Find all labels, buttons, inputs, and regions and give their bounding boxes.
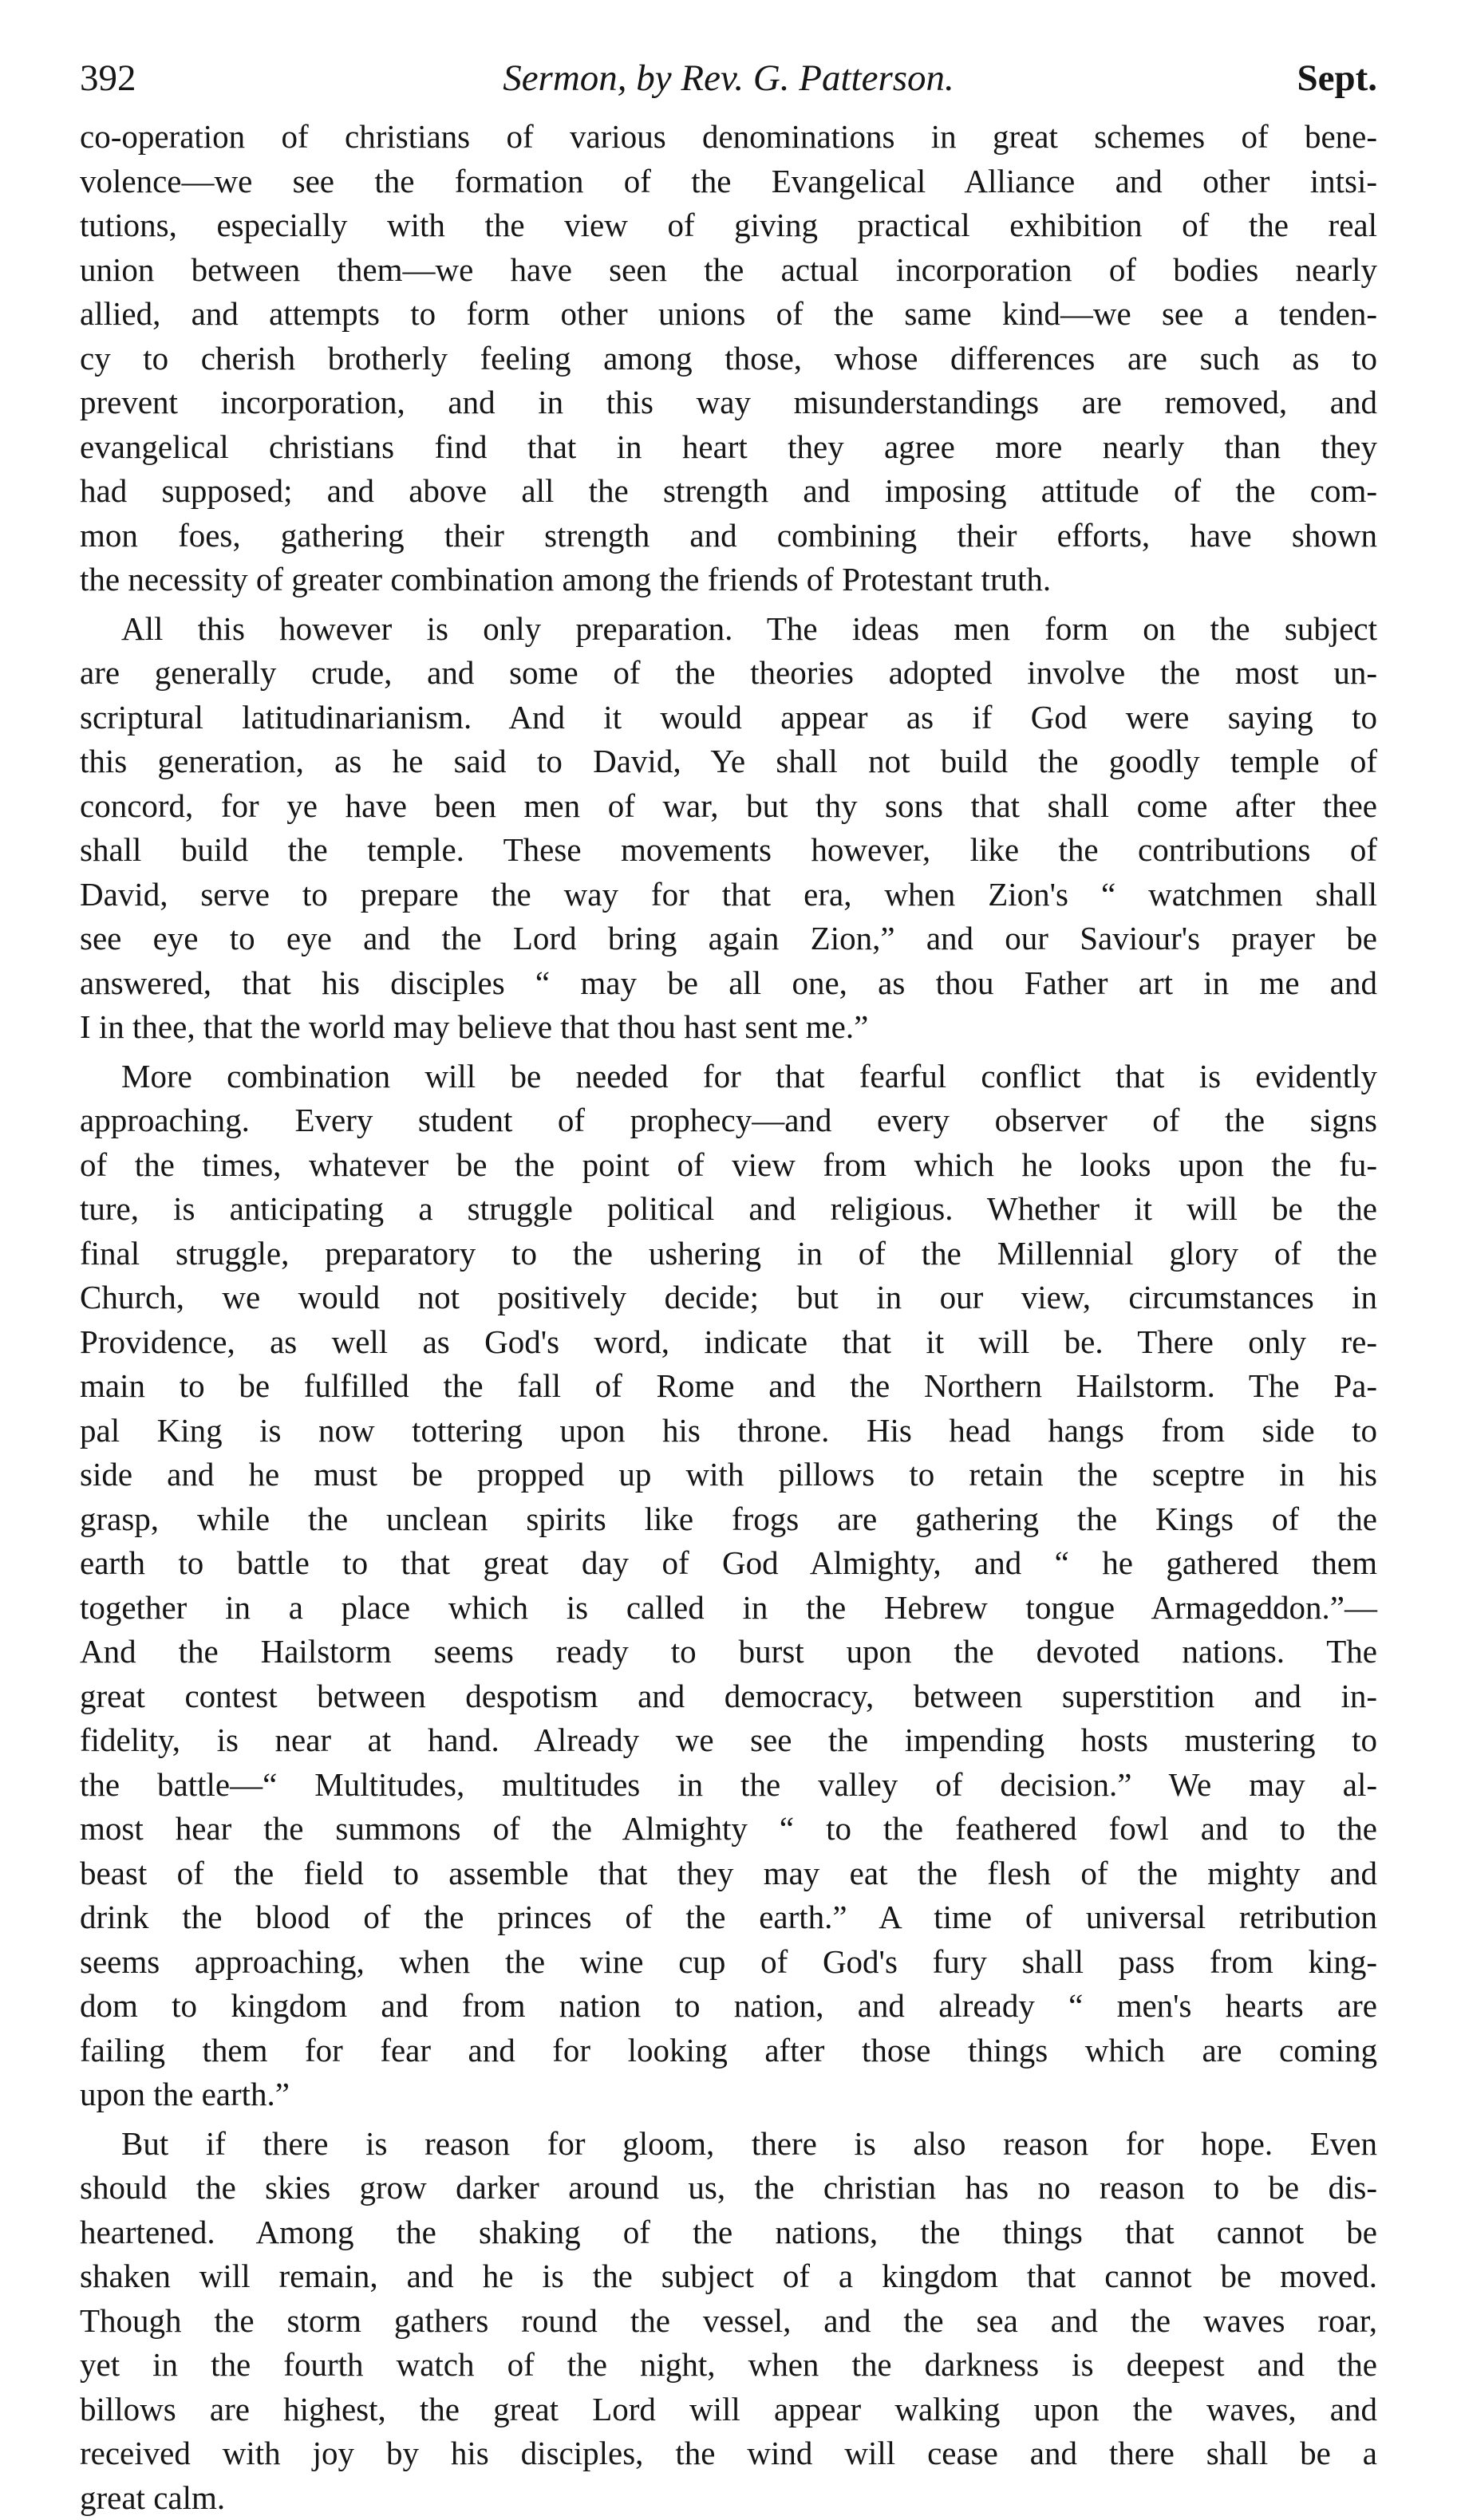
body-text: [80, 115, 1377, 2520]
text-line: great contest between despotism and democracy, between superstition and in-: [80, 1674, 1377, 1719]
text-line: volence—we see the formation of the Evangelical Alliance and other intsi-: [80, 160, 1377, 204]
paragraph: [80, 2122, 1377, 2520]
text-line: side and he must be propped up with pillows to retain the sceptre in his: [80, 1453, 1377, 1497]
text-line: most hear the summons of the Almighty “ to the feathered fowl and to the: [80, 1807, 1377, 1852]
text-line: seems approaching, when the wine cup of God's fury shall pass from king-: [80, 1940, 1377, 1985]
text-line: upon the earth.”: [80, 2072, 1377, 2117]
text-line: prevent incorporation, and in this way misunderstandings are removed, and: [80, 381, 1377, 425]
text-line: shall build the temple. These movements however, like the contributions of: [80, 828, 1377, 873]
text-line: the battle—“ Multitudes, multitudes in the valley of decision.” We may al-: [80, 1763, 1377, 1808]
running-head: [80, 46, 1377, 110]
text-line: fidelity, is near at hand. Already we see the impending hosts mustering to: [80, 1718, 1377, 1763]
text-line: answered, that his disciples “ may be all one, as thou Father art in me and: [80, 961, 1377, 1006]
text-line: co-operation of christians of various denominations in great schemes of bene-: [80, 115, 1377, 160]
text-line: grasp, while the unclean spirits like frogs are gathering the Kings of the: [80, 1497, 1377, 1542]
text-line: together in a place which is called in the Hebrew tongue Armageddon.”—: [80, 1586, 1377, 1631]
text-line: final struggle, preparatory to the ushering in of the Millennial glory of the: [80, 1232, 1377, 1276]
text-line: great calm.: [80, 2476, 1377, 2520]
text-line: mon foes, gathering their strength and combining their efforts, have shown: [80, 514, 1377, 558]
text-line: failing them for fear and for looking after those things which are coming: [80, 2029, 1377, 2073]
text-line: cy to cherish brotherly feeling among those, whose differences are such as to: [80, 337, 1377, 381]
text-line: main to be fulfilled the fall of Rome and the Northern Hailstorm. The Pa-: [80, 1364, 1377, 1409]
paragraph: [80, 607, 1377, 1050]
text-line: tutions, especially with the view of giving practical exhibition of the real: [80, 203, 1377, 248]
running-month: Sept.: [1297, 46, 1377, 110]
text-line: yet in the fourth watch of the night, when the darkness is deepest and the: [80, 2343, 1377, 2388]
page-number: 392: [80, 46, 136, 110]
text-line: billows are highest, the great Lord will appear walking upon the waves, and: [80, 2388, 1377, 2432]
text-line: drink the blood of the princes of the earth.” A time of universal retribution: [80, 1895, 1377, 1940]
paragraph: [80, 115, 1377, 602]
text-line: union between them—we have seen the actual incorporation of bodies nearly: [80, 248, 1377, 293]
text-line: evangelical christians find that in heart they agree more nearly than they: [80, 425, 1377, 470]
paragraph: [80, 1055, 1377, 2117]
text-line: More combination will be needed for that fearful conflict that is evidently: [80, 1055, 1377, 1099]
text-line: David, serve to prepare the way for that era, when Zion's “ watchmen shall: [80, 873, 1377, 917]
text-line: Though the storm gathers round the vessel, and the sea and the waves roar,: [80, 2299, 1377, 2344]
text-line: dom to kingdom and from nation to nation, and already “ men's hearts are: [80, 1984, 1377, 2029]
text-line: Church, we would not positively decide; but in our view, circumstances in: [80, 1276, 1377, 1320]
text-line: pal King is now tottering upon his throne. His head hangs from side to: [80, 1409, 1377, 1453]
text-line: allied, and attempts to form other unions of the same kind—we see a tenden-: [80, 292, 1377, 337]
text-line: of the times, whatever be the point of view from which he looks upon the fu-: [80, 1143, 1377, 1188]
text-line: earth to battle to that great day of God Almighty, and “ he gathered them: [80, 1541, 1377, 1586]
text-line: heartened. Among the shaking of the nations, the things that cannot be: [80, 2210, 1377, 2255]
text-line: received with joy by his disciples, the wind will cease and there shall be a: [80, 2431, 1377, 2476]
text-line: concord, for ye have been men of war, but thy sons that shall come after thee: [80, 784, 1377, 829]
text-line: see eye to eye and the Lord bring again Zion,” and our Saviour's prayer be: [80, 917, 1377, 961]
text-line: should the skies grow darker around us, the christian has no reason to be dis-: [80, 2166, 1377, 2210]
document-page: [80, 46, 1377, 2520]
text-line: And the Hailstorm seems ready to burst upon the devoted nations. The: [80, 1630, 1377, 1674]
text-line: scriptural latitudinarianism. And it would appear as if God were saying to: [80, 696, 1377, 740]
running-title: Sermon, by Rev. G. Patterson.: [80, 46, 1377, 110]
text-line: But if there is reason for gloom, there is also reason for hope. Even: [80, 2122, 1377, 2167]
text-line: ture, is anticipating a struggle political and religious. Whether it will be the: [80, 1187, 1377, 1232]
text-line: this generation, as he said to David, Ye shall not build the goodly temple of: [80, 739, 1377, 784]
text-line: approaching. Every student of prophecy—and every observer of the signs: [80, 1098, 1377, 1143]
text-line: are generally crude, and some of the theories adopted involve the most un-: [80, 651, 1377, 696]
text-line: shaken will remain, and he is the subject of a kingdom that cannot be moved.: [80, 2254, 1377, 2299]
text-line: All this however is only preparation. The ideas men form on the subject: [80, 607, 1377, 652]
text-line: I in thee, that the world may believe that thou hast sent me.”: [80, 1005, 1377, 1050]
text-line: the necessity of greater combination among the friends of Protestant truth.: [80, 558, 1377, 602]
text-line: beast of the field to assemble that they may eat the flesh of the mighty and: [80, 1852, 1377, 1896]
text-line: had supposed; and above all the strength and imposing attitude of the com-: [80, 469, 1377, 514]
text-line: Providence, as well as God's word, indicate that it will be. There only re-: [80, 1320, 1377, 1365]
